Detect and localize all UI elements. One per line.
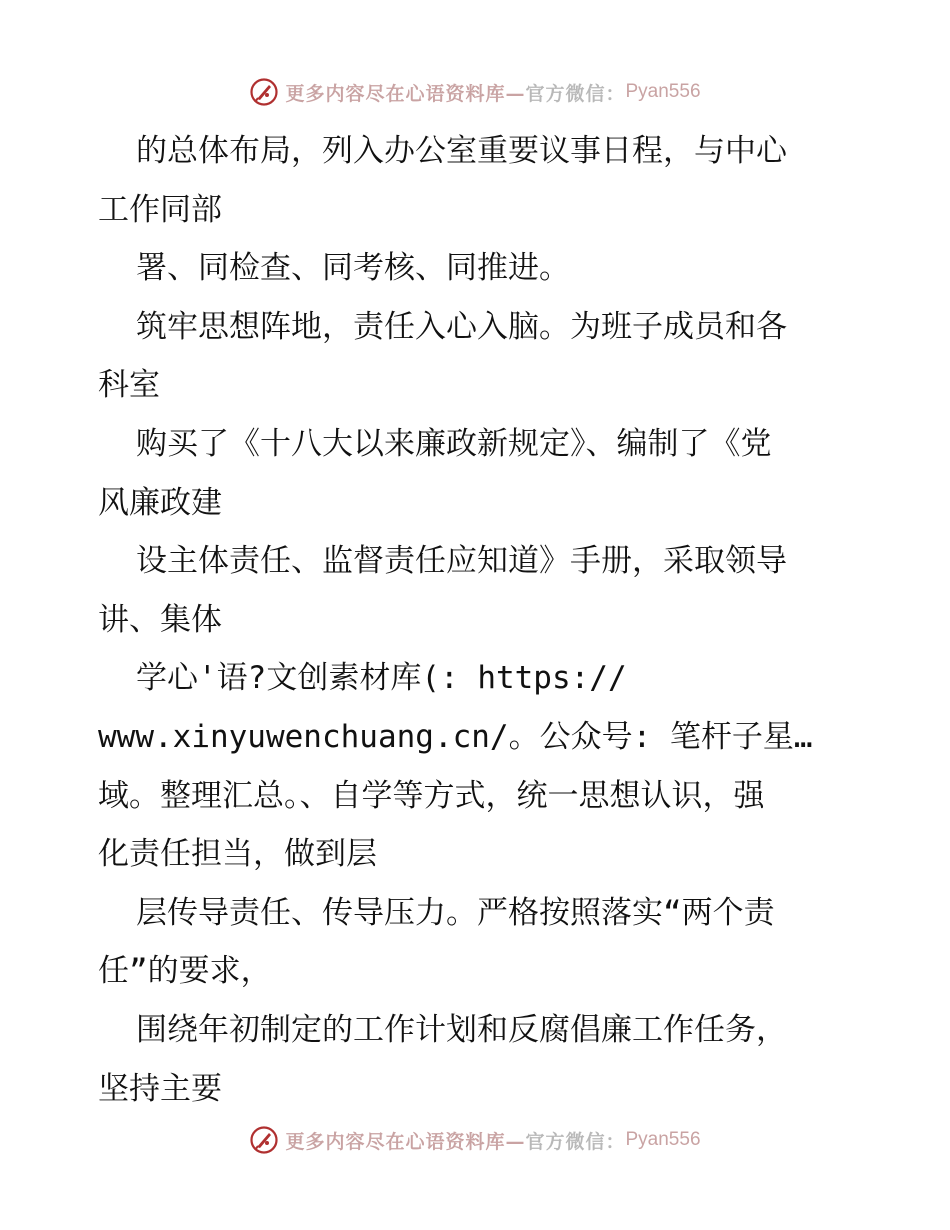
body-line: 化责任担当，做到层 <box>98 836 377 873</box>
body-line: 署、同检查、同考核、同推进。 <box>136 250 570 287</box>
header-banner-text: 更多内容尽在心语资料库— <box>285 82 526 105</box>
body-line: 坚持主要 <box>98 1070 222 1107</box>
header-banner <box>0 72 950 112</box>
body-line: 围绕年初制定的工作计划和反腐倡廉工作任务， <box>136 1011 787 1048</box>
body-line: 任”的要求， <box>98 953 272 990</box>
body-line: 工作同部 <box>98 191 222 228</box>
body-line: 风廉政建 <box>98 484 222 521</box>
body-line: 购买了《十八大以来廉政新规定》、编制了《党 <box>136 425 772 462</box>
body-line: 域。整理汇总。、自学等方式，统一思想认识，强 <box>98 777 765 814</box>
body-line: 筑牢思想阵地，责任入心入脑。为班子成员和各 <box>136 308 787 345</box>
footer-wechat-label: 官方微信： <box>525 1130 626 1153</box>
body-line: 设主体责任、监督责任应知道》手册，采取领导 <box>136 543 787 580</box>
header-wechat-label: 官方微信： <box>525 82 626 105</box>
footer-banner <box>0 1120 950 1160</box>
body-line: 的总体布局，列入办公室重要议事日程，与中心 <box>136 133 787 169</box>
footer-banner-text: 更多内容尽在心语资料库— <box>285 1130 526 1153</box>
feather-pen-logo-icon <box>249 77 279 107</box>
body-line: www.xinyuwenchuang.cn/。公众号: 笔杆子星… <box>98 718 813 755</box>
body-line: 讲、集体 <box>98 601 222 638</box>
footer-wechat-id: Pyan556 <box>625 1129 701 1150</box>
header-wechat-id: Pyan556 <box>625 81 701 102</box>
body-line: 科室 <box>98 367 160 404</box>
body-line: 层传导责任、传导压力。严格按照落实“两个责 <box>136 894 775 931</box>
document-body <box>98 122 858 1118</box>
feather-pen-logo-icon <box>249 1125 279 1155</box>
body-line: 学心'语?文创素材库(: https:// <box>136 660 627 697</box>
